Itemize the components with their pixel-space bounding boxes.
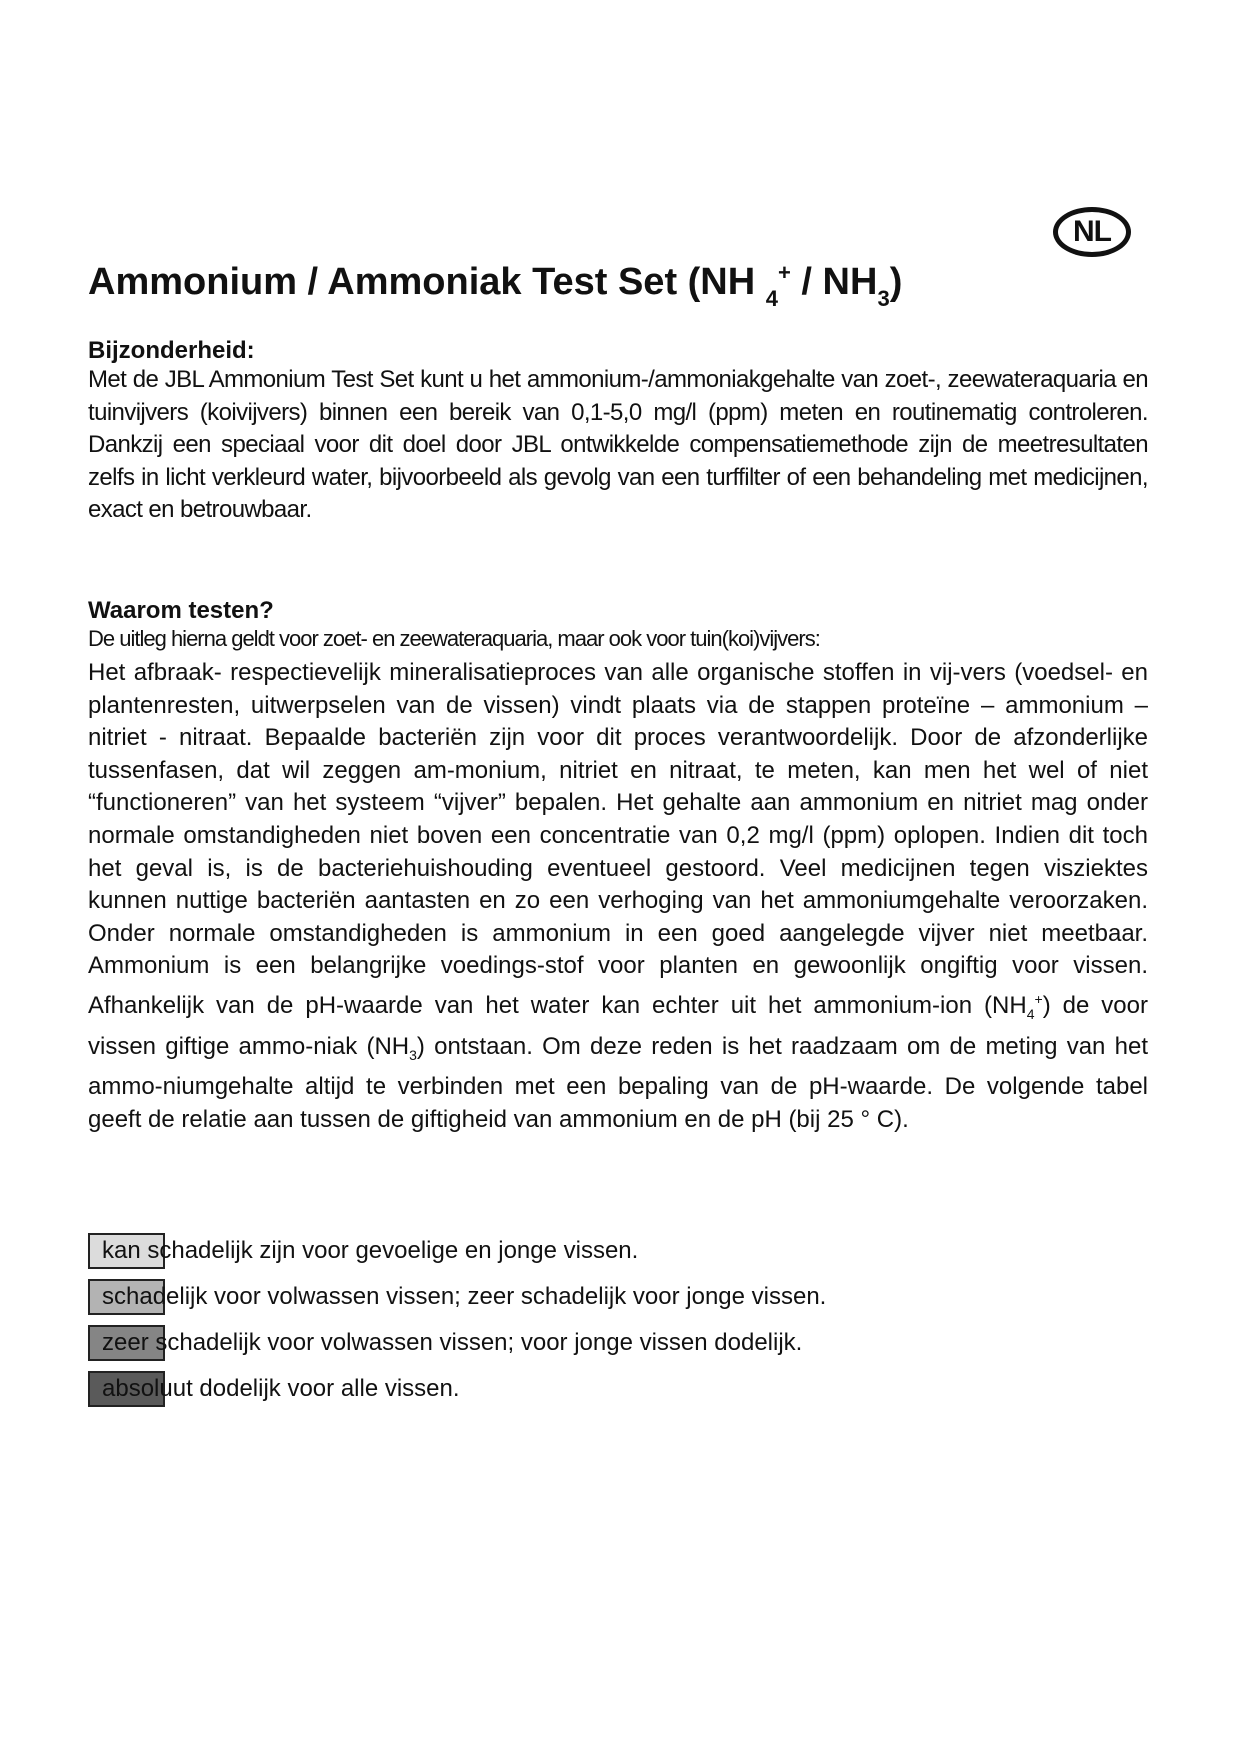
legend-label: absoluut dodelijk voor alle vissen.: [102, 1375, 460, 1402]
legend-item: [88, 1277, 1148, 1323]
legend-item: [88, 1231, 1148, 1277]
body-text-part-1: Het afbraak- respectievelijk mineralisatieproces van alle organische stoffen in vij-vers (voedsel- en plantenresten, uitwerpselen van de vissen) vindt plaats via de stappen proteïne – ammonium – nitriet - nitraat. Bepaalde bacteriën zijn voor dit proces verantwoordelijk. Door de afzonderlijke tussenfasen, dat wil zeggen am-monium, nitriet en nitraat, te meten, kan men het wel of niet “functioneren” van het systeem “vijver” bepalen. Het gehalte aan ammonium en nitriet mag onder normale omstandigheden niet boven een concentratie van 0,2 mg/l (ppm) oplopen. Indien dit toch het geval is, is de bacteriehuishouding eventueel gestoord. Veel medicijnen tegen visziektes kunnen nuttige bacteriën aantasten en zo een verhoging van het ammoniumgehalte veroorzaken. Onder normale omstandigheden is ammonium in een goed aangelegde vijver niet meetbaar. Ammonium is een belangrijke voedings-stof voor planten en gewoonlijk ongiftig voor vissen. Afhankelijk van de pH-waarde van het water kan echter uit het ammonium-ion (NH: [88, 659, 1148, 1019]
section-body-waarom-testen: [88, 657, 1148, 1136]
legend-item: [88, 1369, 1148, 1415]
legend-label: zeer schadelijk voor volwassen vissen; voor jonge vissen dodelijk.: [102, 1329, 803, 1356]
legend-label: kan schadelijk zijn voor gevoelige en jonge vissen.: [102, 1237, 639, 1264]
title-subscript-3: 3: [877, 286, 890, 311]
toxicity-legend: [88, 1231, 1148, 1415]
legend-label: schadelijk voor volwassen vissen; zeer schadelijk voor jonge vissen.: [102, 1283, 827, 1310]
legend-item: [88, 1323, 1148, 1369]
title-prefix: Ammonium / Ammoniak Test Set (NH: [88, 261, 756, 303]
title-superscript-plus: +: [778, 260, 791, 285]
ammonium-ion-superscript: +: [1034, 990, 1043, 1007]
ammoniak-subscript: 3: [409, 1046, 417, 1063]
section-heading-bijzonderheid: Bijzonderheid:: [88, 337, 255, 364]
section-intro-waarom-testen: De uitleg hierna geldt voor zoet- en zeewateraquaria, maar ook voor tuin(koi)vijvers:: [88, 626, 820, 651]
title-subscript-4: 4: [765, 286, 779, 311]
body-text-part-3: ) ontstaan. Om deze reden is het raadzaam om de meting van het ammo-niumgehalte altijd te verbinden met een bepaling van de pH-waarde. De volgende tabel geeft de relatie aan tussen de giftigheid van ammonium en de pH (bij 25 ° C).: [88, 1032, 1148, 1133]
page-title: [88, 250, 902, 322]
body-text-part-2: ) de voor vissen giftige ammo-niak (NH: [88, 991, 1148, 1060]
title-suffix: ): [889, 261, 903, 303]
section-heading-waarom-testen: Waarom testen?: [88, 597, 274, 624]
ammonium-ion-subscript: 4: [1026, 1005, 1035, 1022]
section-body-bijzonderheid: Met de JBL Ammonium Test Set kunt u het ammonium-/ammoniakgehalte van zoet-, zeewateraquaria en tuinvijvers (koivijvers) binnen een bereik van 0,1-5,0 mg/l (ppm) meten en routinematig controleren. Dankzij een speciaal voor dit doel door JBL ontwikkelde compensatiemethode zijn de meetresultaten zelfs in licht verkleurd water, bijvoorbeeld als gevolg van een turffilter of een behandeling met medicijnen, exact en betrouwbaar.: [88, 366, 1148, 524]
language-badge: NL: [1053, 207, 1131, 257]
title-middle: / NH: [790, 261, 878, 303]
